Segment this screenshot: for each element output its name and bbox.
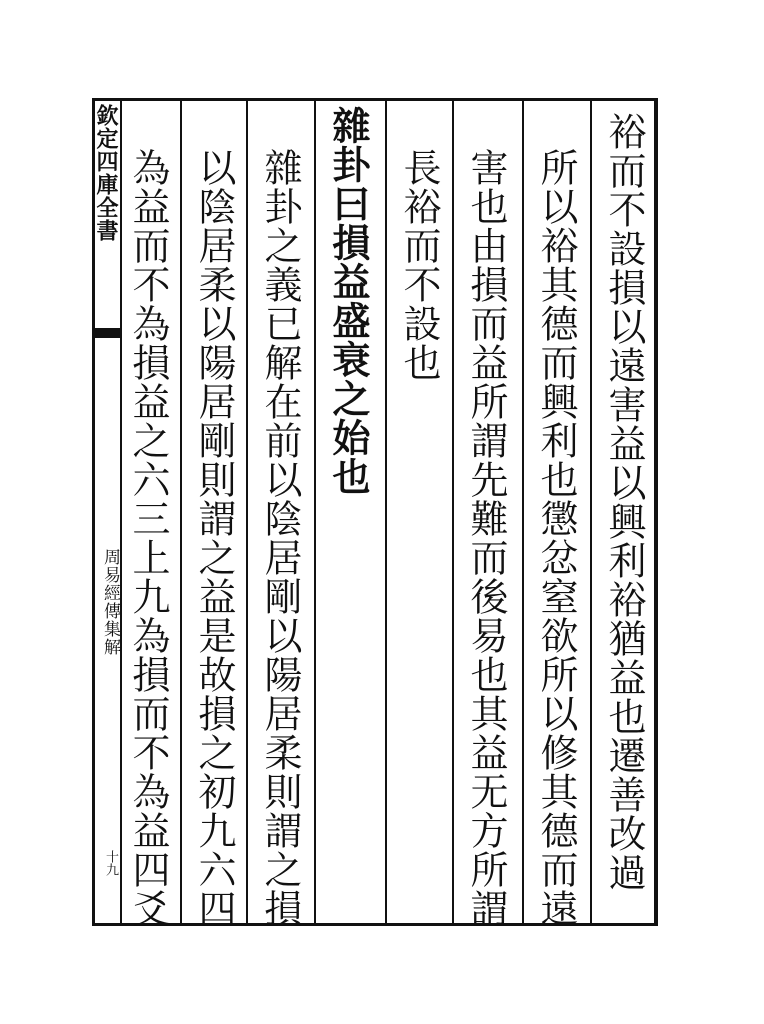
column-rule <box>522 101 524 923</box>
column-rule <box>590 101 592 923</box>
column-rule <box>385 101 387 923</box>
text-column-6: 雜卦之義已解在前以陰居剛以陽居柔則謂之損 <box>258 148 302 928</box>
book-title: 周易經傳集解 <box>100 548 120 656</box>
text-column-5-heading: 雜卦曰損益盛衰之始也 <box>326 106 371 496</box>
column-rule <box>180 101 182 923</box>
text-column-3: 害也由損而益所謂先難而後易也其益无方所謂 <box>464 148 508 928</box>
text-column-2: 所以裕其德而興利也懲忿窒欲所以修其德而遠 <box>534 148 578 928</box>
text-column-4: 長裕而不設也 <box>397 148 441 382</box>
column-rule <box>246 101 248 923</box>
fishtail-mark <box>92 328 120 338</box>
text-column-7: 以陰居柔以陽居剛則謂之益是故損之初九六四 <box>192 148 236 928</box>
text-column-1: 裕而不設損以遠害益以興利裕猶益也遷善改過 <box>602 112 646 892</box>
column-rule <box>452 101 454 923</box>
page-number: 十九 <box>103 850 118 876</box>
column-rule <box>314 101 316 923</box>
text-column-8: 為益而不為損益之六三上九為損而不為益四爻 <box>126 148 170 928</box>
collection-title: 欽定四庫全書 <box>93 104 119 242</box>
